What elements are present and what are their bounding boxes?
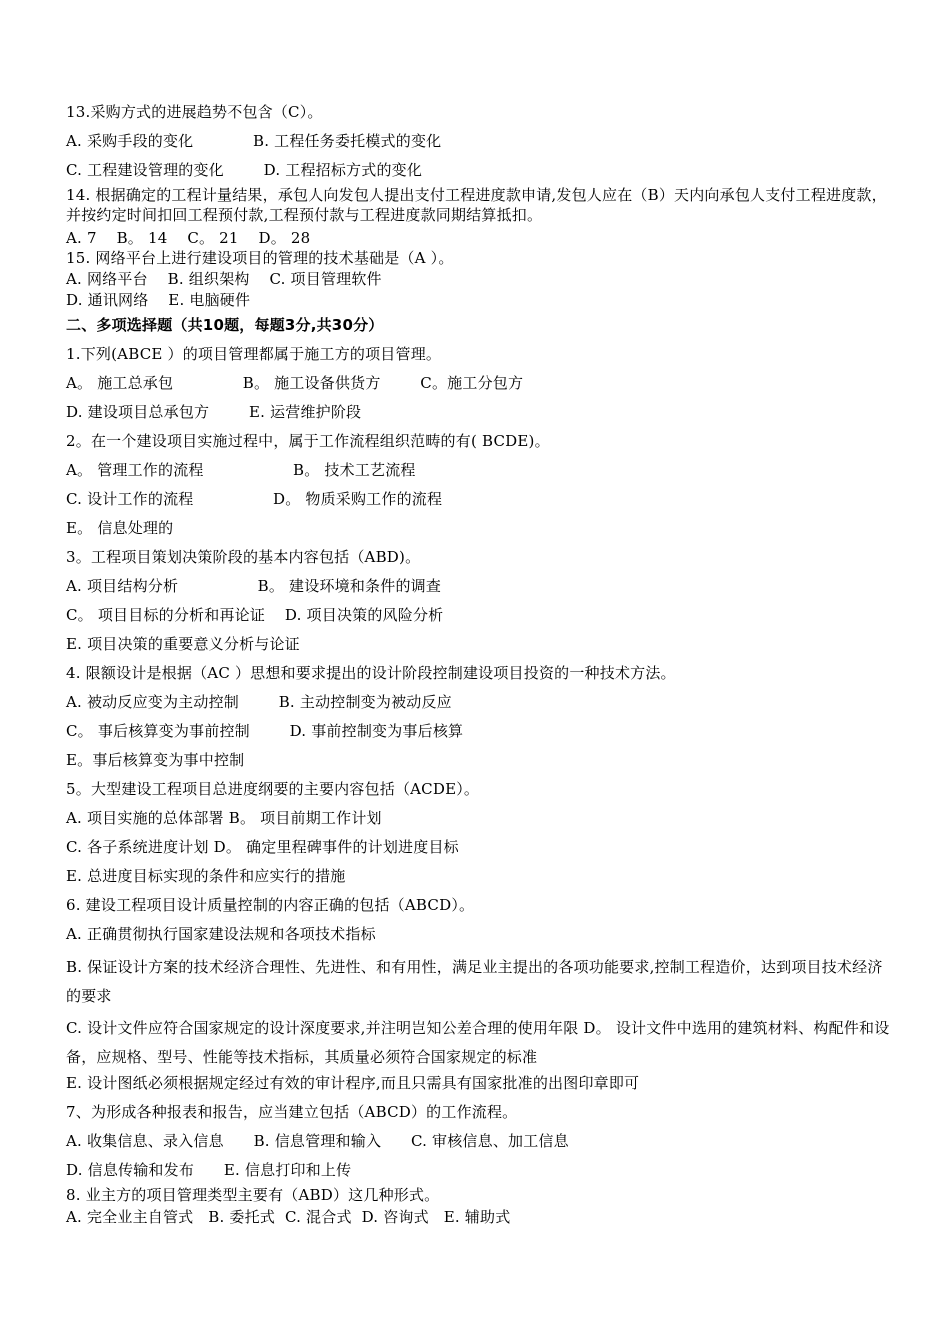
question-13-options-ab: A. 采购手段的变化 B. 工程任务委托模式的变化: [66, 132, 442, 150]
mc-question-6-option-a: A. 正确贯彻执行国家建设法规和各项技术指标: [66, 925, 376, 943]
mc-question-2: 2。在一个建设项目实施过程中，属于工作流程组织范畴的有( BCDE)。: [66, 432, 550, 450]
section-heading-multiple-choice: 二、多项选择题（共10题，每题3分,共30分）: [66, 316, 384, 334]
mc-question-2-options-ab: A。 管理工作的流程 B。 技术工艺流程: [66, 461, 416, 479]
mc-question-7-options-de: D. 信息传输和发布 E. 信息打印和上传: [66, 1161, 352, 1179]
mc-question-3-options-ab: A. 项目结构分析 B。 建设环境和条件的调查: [66, 577, 442, 595]
mc-question-6-option-e: E. 设计图纸必须根据规定经过有效的审计程序,而且只需具有国家批准的出图印章即可: [66, 1074, 640, 1092]
question-14-options: A. 7 B。 14 C。 21 D。 28: [66, 229, 311, 247]
question-15: 15. 网络平台上进行建设项目的管理的技术基础是（A ）。: [66, 249, 454, 267]
mc-question-7: 7、为形成各种报表和报告，应当建立包括（ABCD）的工作流程。: [66, 1103, 518, 1121]
mc-question-8: 8. 业主方的项目管理类型主要有（ABD）这几种形式。: [66, 1186, 440, 1204]
mc-question-3-option-e: E. 项目决策的重要意义分析与论证: [66, 635, 300, 653]
mc-question-6: 6. 建设工程项目设计质量控制的内容正确的包括（ABCD）。: [66, 896, 475, 914]
mc-question-5-option-e: E. 总进度目标实现的条件和应实行的措施: [66, 867, 346, 885]
mc-question-6-options-cd: C. 设计文件应符合国家规定的设计深度要求,并注明岂知公差合理的使用年限 D。 设计文件中选用的建筑材料、构配件和设备，应规格、型号、性能等技术指标，其质量必须符合国家规定的标准: [66, 1019, 890, 1066]
mc-question-1-options-abc: A。 施工总承包 B。 施工设备供货方 C。施工分包方: [66, 374, 524, 392]
mc-question-3: 3。工程项目策划决策阶段的基本内容包括（ABD)。: [66, 548, 421, 566]
mc-question-4-options-cd: C。 事后核算变为事前控制 D. 事前控制变为事后核算: [66, 722, 464, 740]
mc-question-5-options-cd: C. 各子系统进度计划 D。 确定里程碑事件的计划进度目标: [66, 838, 459, 856]
mc-question-3-options-cd: C。 项目目标的分析和再论证 D. 项目决策的风险分析: [66, 606, 444, 624]
question-14: 14. 根据确定的工程计量结果，承包人向发包人提出支付工程进度款申请,发包人应在（B）天内向承包人支付工程进度款，并按约定时间扣回工程预付款,工程预付款与工程进度款同期结算抵扣。: [66, 186, 887, 224]
mc-question-1: 1.下列(ABCE ）的项目管理都属于施工方的项目管理。: [66, 345, 442, 363]
mc-question-7-options-abc: A. 收集信息、录入信息 B. 信息管理和输入 C. 审核信息、加工信息: [66, 1132, 569, 1150]
mc-question-4-options-ab: A. 被动反应变为主动控制 B. 主动控制变为被动反应: [66, 693, 452, 711]
mc-question-2-option-e: E。 信息处理的: [66, 519, 174, 537]
question-15-options-abc: A. 网络平台 B. 组织架构 C. 项目管理软件: [66, 270, 382, 288]
mc-question-2-options-cd: C. 设计工作的流程 D。 物质采购工作的流程: [66, 490, 443, 508]
mc-question-4: 4. 限额设计是根据（AC ）思想和要求提出的设计阶段控制建设项目投资的一种技术方法。: [66, 664, 676, 682]
mc-question-6-option-b: B. 保证设计方案的技术经济合理性、先进性、和有用性，满足业主提出的各项功能要求,控制工程造价，达到项目技术经济的要求: [66, 958, 883, 1005]
mc-question-1-options-de: D. 建设项目总承包方 E. 运营维护阶段: [66, 403, 362, 421]
mc-question-5: 5。大型建设工程项目总进度纲要的主要内容包括（ACDE）。: [66, 780, 480, 798]
question-13: 13.采购方式的进展趋势不包含（C）。: [66, 103, 323, 121]
mc-question-8-options: A. 完全业主自管式 B. 委托式 C. 混合式 D. 咨询式 E. 辅助式: [66, 1208, 511, 1226]
question-15-options-de: D. 通讯网络 E. 电脑硬件: [66, 291, 251, 309]
mc-question-5-options-ab: A. 项目实施的总体部署 B。 项目前期工作计划: [66, 809, 382, 827]
mc-question-4-option-e: E。事后核算变为事中控制: [66, 751, 245, 769]
question-13-options-cd: C. 工程建设管理的变化 D. 工程招标方式的变化: [66, 161, 423, 179]
